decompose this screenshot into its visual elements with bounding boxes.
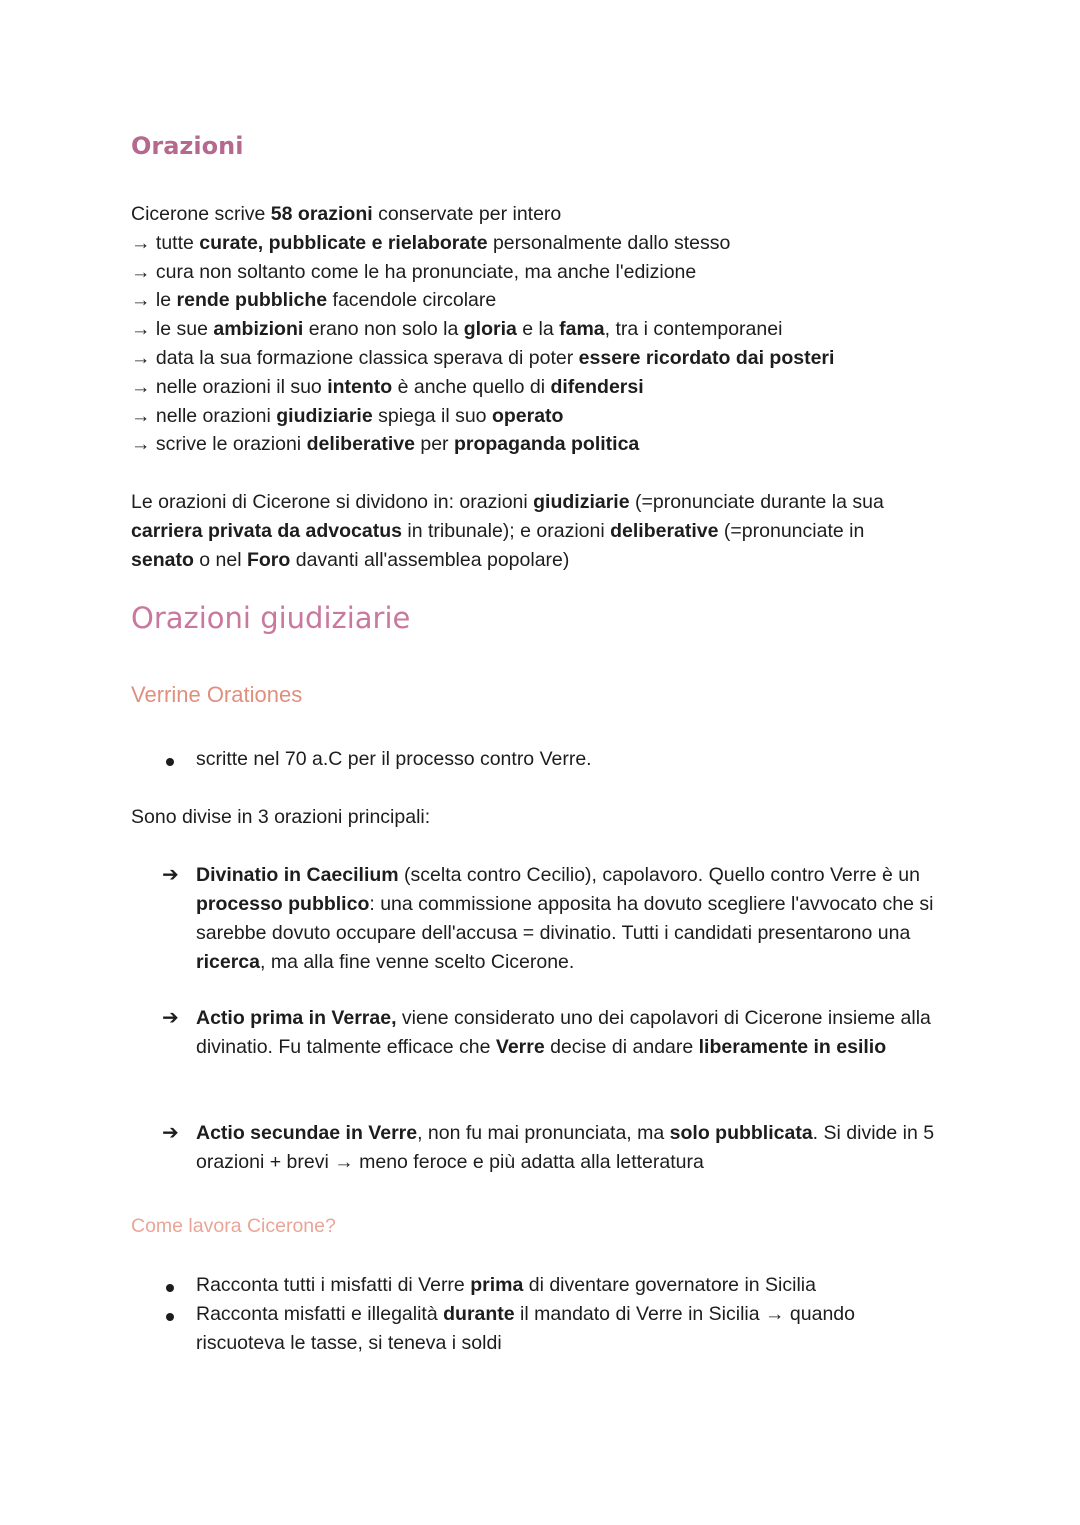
bold-text: giudiziarie — [276, 404, 373, 427]
bold-text: Divinatio in Caecilium — [196, 864, 399, 886]
bold-text: propaganda politica — [453, 433, 640, 456]
bullet-item: scritte nel 70 a.C per il processo contro Verre. — [196, 748, 592, 770]
divided-text: Sono divise in 3 orazioni principali: — [131, 806, 431, 828]
intro-line — [131, 430, 639, 459]
bold-text: senato — [131, 549, 194, 571]
bold-text: gloria — [463, 318, 517, 341]
text-run: Cicerone scrive — [131, 203, 271, 225]
text-run: → le sue — [131, 318, 214, 341]
oration-item — [196, 1119, 946, 1177]
arrow-right-icon: ➔ — [162, 1122, 179, 1144]
text-run: → cura non soltanto come le ha pronunciate, ma anche l'edizione — [131, 260, 697, 283]
text-run: conservate per intero — [372, 203, 562, 225]
bold-text: carriera privata da advocatus — [131, 520, 402, 542]
bold-text: processo pubblico — [196, 893, 370, 915]
text-run: è anche quello di — [392, 375, 551, 398]
text-run: , ma alla fine venne scelto Cicerone. — [259, 951, 575, 973]
text-run: (=pronunciate durante la sua — [629, 491, 884, 513]
text-run: Le orazioni di Cicerone si dividono in: orazioni — [131, 491, 534, 513]
subsection-title: Verrine Orationes — [131, 682, 303, 707]
intro-line — [131, 229, 730, 258]
text-run: → nelle orazioni — [131, 404, 277, 427]
section-title: Orazioni giudiziarie — [131, 601, 411, 635]
bold-text: curate, pubblicate e rielaborate — [199, 231, 488, 254]
intro-line — [131, 200, 561, 229]
bold-text: durante — [443, 1303, 515, 1325]
bold-text: difendersi — [550, 375, 644, 398]
bold-text: Foro — [246, 549, 291, 571]
intro-line — [131, 315, 782, 344]
bold-text: intento — [327, 375, 393, 398]
text-run: Racconta tutti i misfatti di Verre — [196, 1274, 471, 1296]
text-run: Racconta misfatti e illegalità — [196, 1303, 444, 1325]
text-run: (=pronunciate in — [718, 520, 865, 542]
text-run: o nel — [193, 549, 247, 571]
text-run: → tutte — [131, 231, 200, 254]
bold-text: rende pubbliche — [176, 289, 328, 312]
oration-item — [196, 1004, 946, 1062]
division-paragraph — [131, 488, 911, 575]
text-run: spiega il suo — [372, 404, 492, 427]
text-run: → data la sua formazione classica sperava di poter — [131, 347, 579, 369]
bold-text: solo pubblicata — [669, 1122, 813, 1144]
page-title: Orazioni — [131, 132, 244, 160]
bold-text: ricerca — [196, 951, 260, 973]
text-run: → nelle orazioni il suo — [131, 375, 328, 398]
bold-text: prima — [470, 1274, 524, 1296]
oration-item — [196, 861, 946, 977]
text-run: davanti all'assemblea popolare) — [290, 549, 570, 571]
bold-text: giudiziarie — [533, 491, 630, 513]
bold-text: Actio prima in Verrae, — [196, 1007, 397, 1029]
bullet-dot-icon — [166, 1301, 174, 1330]
text-run: viene considerato uno dei capolavori di Cicerone insieme alla divinatio. Fu talmente efficace che — [196, 1007, 931, 1058]
work-bullet-item — [196, 1300, 916, 1358]
bullet-dot-icon — [166, 1272, 174, 1301]
arrow-right-icon: ➔ — [162, 1007, 179, 1029]
bold-text: essere ricordato dai posteri — [578, 347, 835, 369]
intro-line — [131, 258, 696, 287]
bullet-dot-icon — [166, 746, 174, 775]
text-run: il mandato di Verre in Sicilia → quando riscuoteva le tasse, si teneva i soldi — [196, 1303, 855, 1354]
text-run: → scrive le orazioni — [131, 433, 307, 456]
text-run: facendole circolare — [327, 289, 497, 312]
intro-line — [131, 373, 644, 402]
text-run: e la — [516, 318, 560, 341]
text-run: . Si divide in 5 orazioni + brevi → meno feroce e più adatta alla letteratura — [196, 1122, 935, 1173]
text-run: per — [414, 433, 454, 456]
bold-text: ambizioni — [213, 318, 304, 341]
intro-line — [131, 402, 563, 431]
intro-line — [131, 286, 496, 315]
text-run: in tribunale); e orazioni — [401, 520, 611, 542]
text-run: di diventare governatore in Sicilia — [523, 1274, 816, 1296]
text-run: , non fu mai pronunciata, ma — [417, 1122, 670, 1144]
bold-text: fama — [559, 318, 605, 341]
text-run: : una commissione apposita ha dovuto scegliere l'avvocato che si sarebbe dovuto occupare dell'accusa = divinatio. Tutti i candidati presentarono una — [196, 893, 934, 944]
bold-text: liberamente in esilio — [698, 1036, 887, 1058]
text-run: decise di andare — [544, 1036, 699, 1058]
bold-text: Verre — [495, 1036, 545, 1058]
work-bullet-item — [196, 1271, 916, 1300]
bold-text: 58 orazioni — [270, 203, 373, 225]
work-title: Come lavora Cicerone? — [131, 1215, 336, 1237]
bold-text: Actio secundae in Verre — [196, 1122, 418, 1144]
intro-line — [131, 344, 834, 373]
text-run: erano non solo la — [303, 318, 464, 341]
bold-text: deliberative — [306, 433, 415, 456]
arrow-right-icon: ➔ — [162, 864, 179, 886]
bold-text: deliberative — [610, 520, 719, 542]
bold-text: operato — [491, 404, 564, 427]
text-run: (scelta contro Cecilio), capolavoro. Quello contro Verre è un — [398, 864, 920, 886]
text-run: personalmente dallo stesso — [487, 231, 731, 254]
text-run: , tra i contemporanei — [604, 318, 783, 341]
text-run: → le — [131, 289, 177, 312]
